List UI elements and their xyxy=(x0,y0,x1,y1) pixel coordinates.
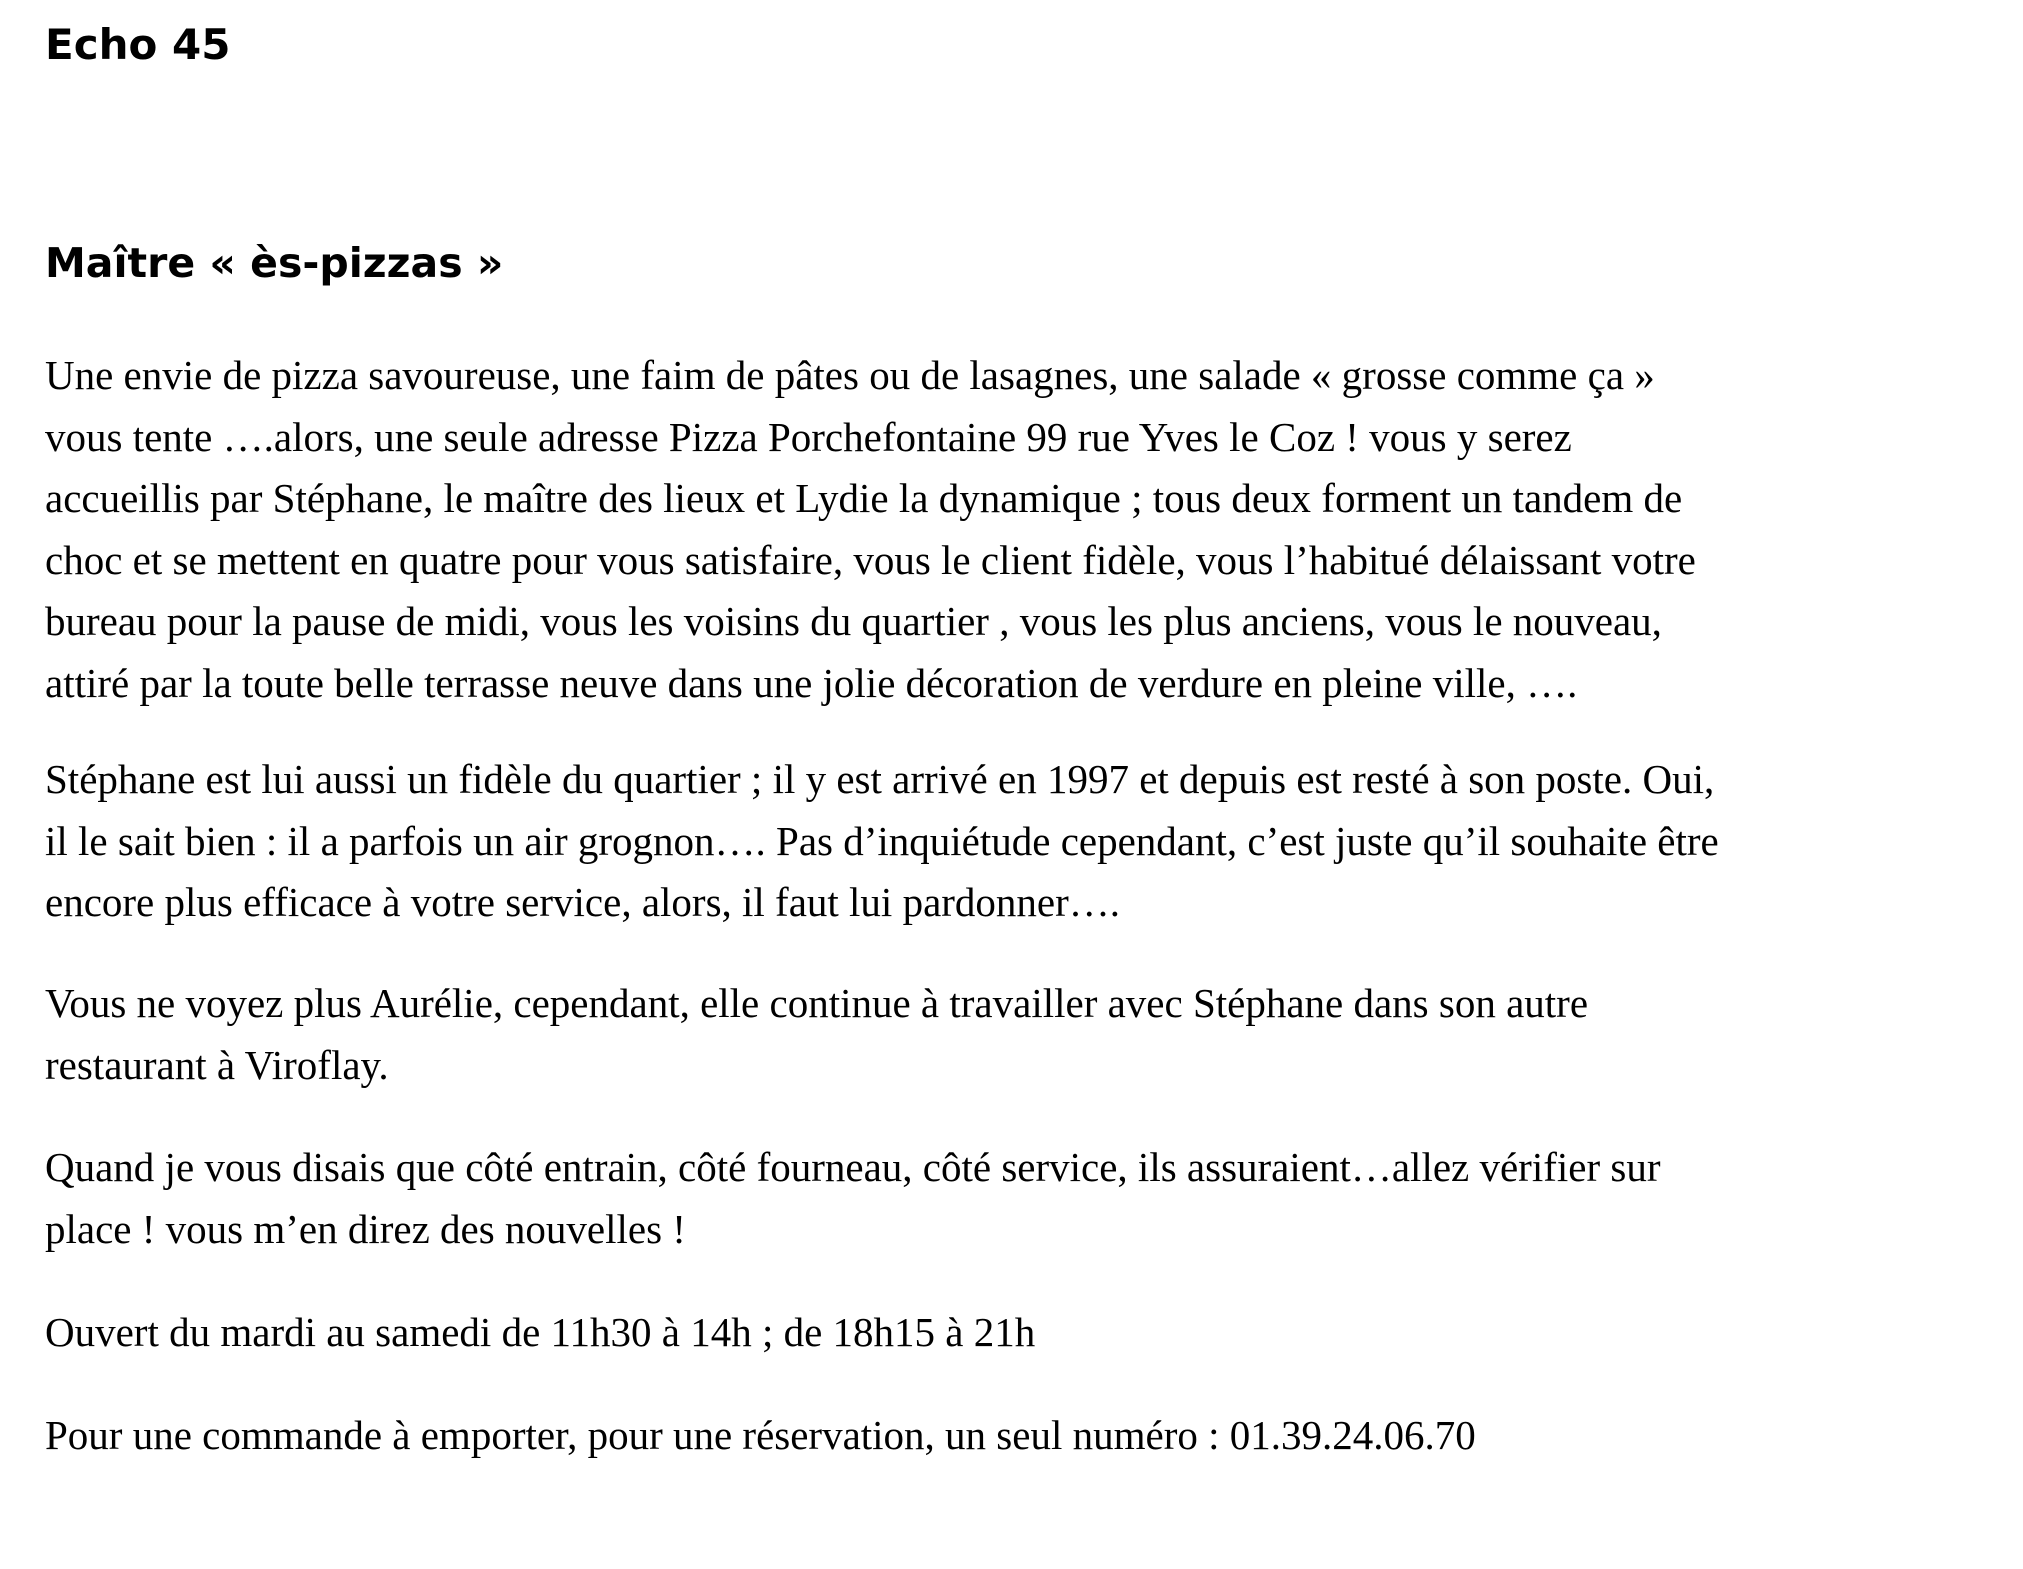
paragraph-intro: Une envie de pizza savoureuse, une faim de pâtes ou de lasagnes, une salade « grosse comme ça » vous tente ….alors, une seule adresse Pizza Porchefontaine 99 rue Yves le Coz ! vous y serez accueillis par Stéphane, le maître des lieux et Lydie la dynamique ; tous deux forment un tandem de choc et se mettent en quatre pour vous satisfaire, vous le client fidèle, vous l’habitué délaissant votre bureau pour la pause de midi, vous les voisins du quartier , vous les plus anciens, vous le nouveau, attiré par la toute belle terrasse neuve dans une jolie décoration de verdure en pleine ville, …. xyxy=(45,352,1696,706)
paragraph-opening-hours: Ouvert du mardi au samedi de 11h30 à 14h ; de 18h15 à 21h xyxy=(45,1309,1036,1355)
paragraph-aurelie: Vous ne voyez plus Aurélie, cependant, elle continue à travailler avec Stéphane dans son autre restaurant à Viroflay. xyxy=(45,980,1589,1088)
newsletter-title: Echo 45 xyxy=(45,20,231,69)
paragraph-stephane: Stéphane est lui aussi un fidèle du quartier ; il y est arrivé en 1997 et depuis est resté à son poste. Oui, il le sait bien : il a parfois un air grognon…. Pas d’inquiétude cependant, c’est juste qu’il souhaite être encore plus efficace à votre service, alors, il faut lui pardonner…. xyxy=(45,756,1719,925)
paragraph-service: Quand je vous disais que côté entrain, côté fourneau, côté service, ils assuraient…allez vérifier sur place ! vous m’en direz des nouvelles ! xyxy=(45,1144,1661,1252)
article-title: Maître « ès-pizzas » xyxy=(45,239,504,287)
paragraph-phone: Pour une commande à emporter, pour une réservation, un seul numéro : 01.39.24.06.70 xyxy=(45,1412,1476,1458)
